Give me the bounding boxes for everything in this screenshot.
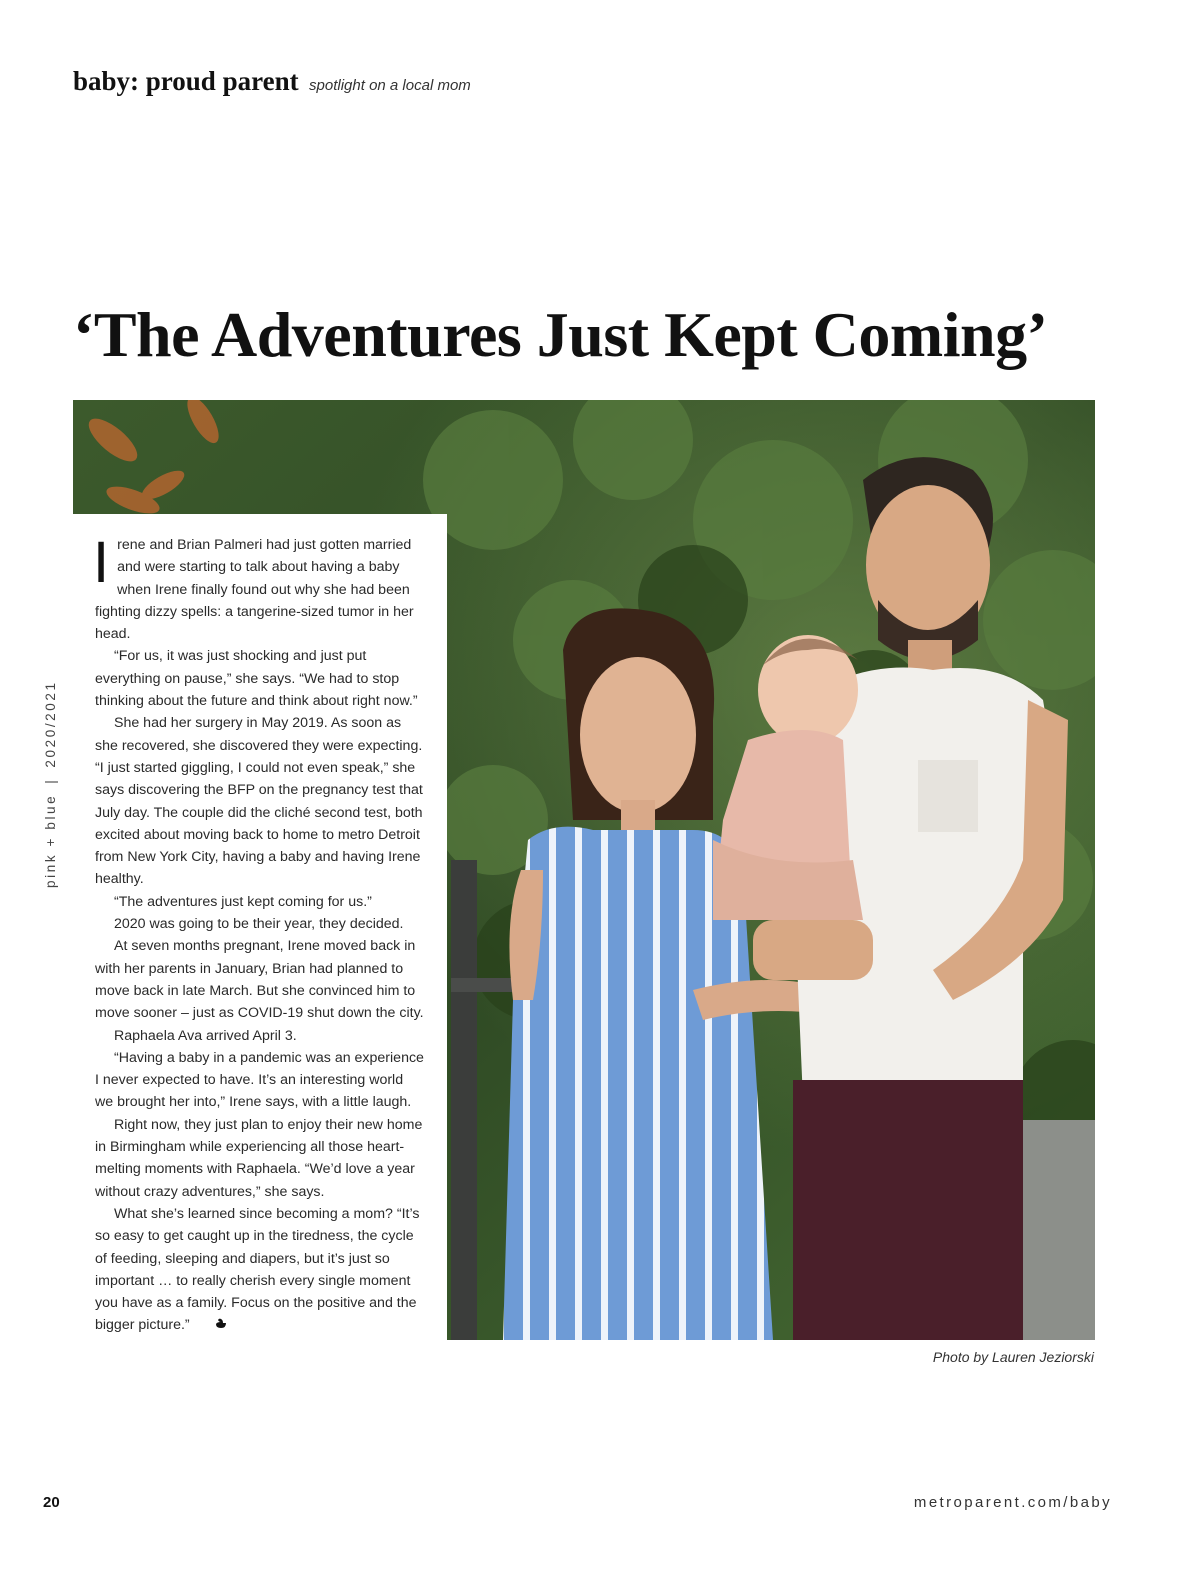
magazine-name: pink + blue <box>43 793 58 888</box>
photo-caption: Photo by Lauren Jeziorski <box>932 1349 1094 1365</box>
article-paragraph: 2020 was going to be their year, they decided. <box>114 916 404 933</box>
article-paragraph: Raphaela Ava arrived April 3. <box>114 1027 297 1044</box>
article-body <box>93 530 425 1337</box>
paragraph-text: What she’s learned since becoming a mom? “It’s so easy to get caught up in the tiredness, the cycle of feeding, sleeping and diapers, but it’s just so important … to really cherish every single moment you have as a family. Focus on the positive and the bigger picture.” <box>95 1205 420 1334</box>
paragraph-text: rene and Brian Palmeri had just gotten married and were starting to talk about having a baby when Irene finally found out why she had been fighting dizzy spells: a tangerine-sized tumor in her head. <box>95 537 414 643</box>
website-link[interactable]: metroparent.com/baby <box>913 1494 1112 1511</box>
article-paragraph: At seven months pregnant, Irene moved back in with her parents in January, Brian had planned to move back in late March. But she convinced him to move sooner – just as COVID-19 shut down the city. <box>95 938 424 1022</box>
section-title: baby: proud parent <box>73 66 299 96</box>
section-header <box>73 66 471 97</box>
magazine-side-label <box>43 680 58 888</box>
drop-cap: I <box>93 530 110 595</box>
article-paragraph: “For us, it was just shocking and just put everything on pause,” she says. “We had to stop thinking about the future and think about right now.” <box>95 648 418 710</box>
end-mark-icon <box>196 1314 227 1336</box>
article-headline: ‘The Adventures Just Kept Coming’ <box>73 299 1048 370</box>
article-paragraph: She had her surgery in May 2019. As soon as she recovered, she discovered they were expecting. “I just started giggling, I could not even speak,” she says discovering the BFP on the pregnancy test that July day. The couple did the cliché second test, both excited about moving back to home to metro Detroit from New York City, having a baby and having Irene healthy. <box>95 715 423 888</box>
article-paragraph: “The adventures just kept coming for us.” <box>114 893 372 910</box>
article-paragraph: “Having a baby in a pandemic was an experience I never expected to have. It’s an interesting world we brought her into,” Irene says, with a little laugh. <box>95 1049 424 1111</box>
article-paragraph <box>95 1203 425 1337</box>
article-paragraph: Right now, they just plan to enjoy their new home in Birmingham while experiencing all those heart-melting moments with Raphaela. “We’d love a year without crazy adventures,” she says. <box>95 1116 423 1200</box>
side-label-separator: | <box>43 777 58 784</box>
section-subtitle: spotlight on a local mom <box>309 77 471 94</box>
page-number: 20 <box>43 1494 60 1511</box>
article-paragraph <box>93 530 425 645</box>
issue-label: 2020/2021 <box>43 680 58 768</box>
